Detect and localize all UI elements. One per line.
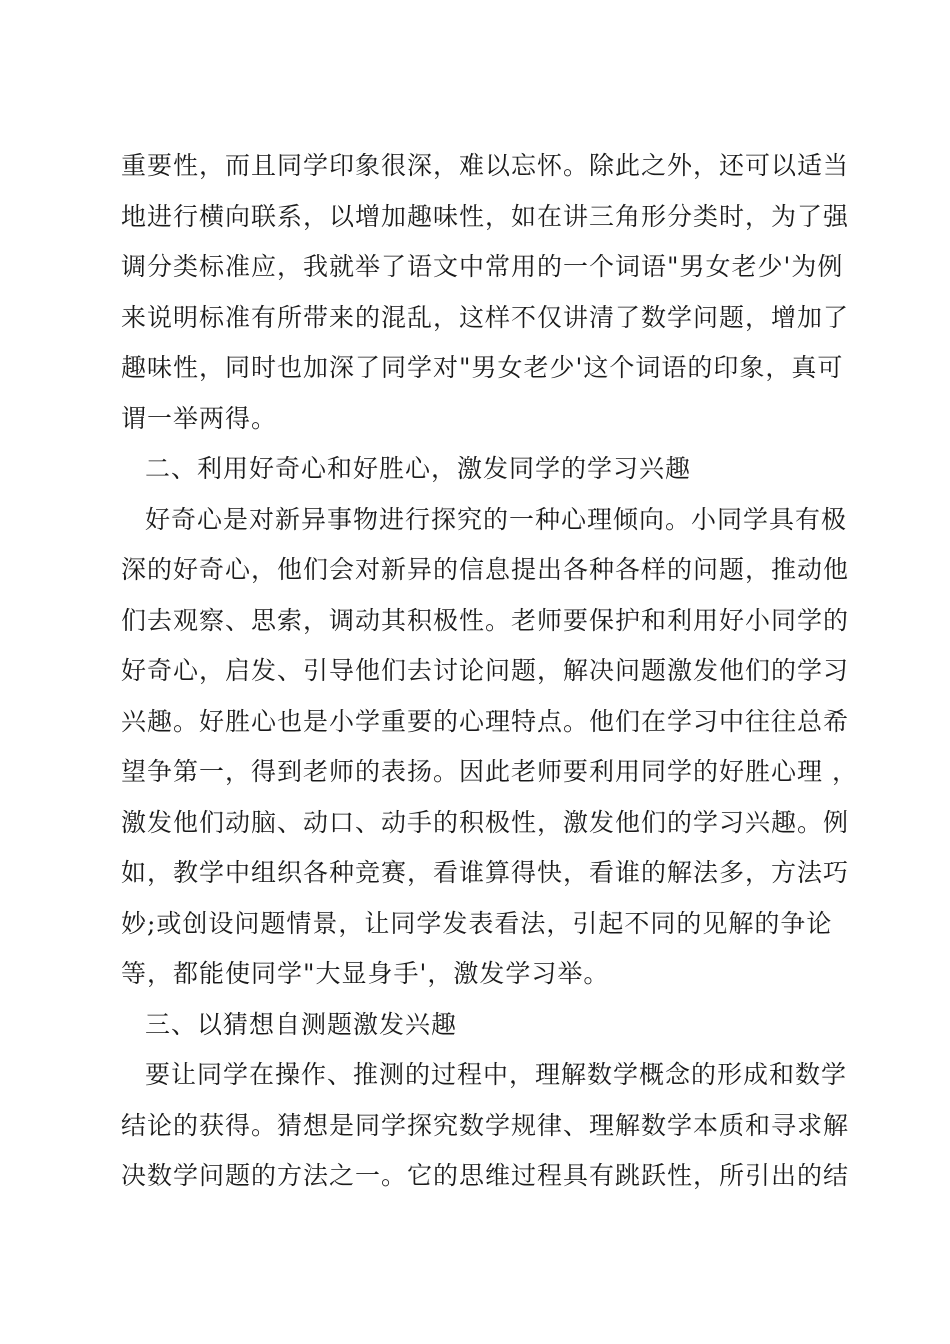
text-line-16: 妙;或创设问题情景，让同学发表看法，引起不同的见解的争论 — [121, 908, 833, 938]
section-heading-2: 二、利用好奇心和好胜心，激发同学的学习兴趣 — [145, 454, 692, 483]
text-line-6: 谓一举两得。 — [121, 403, 278, 433]
text-line-15: 如，教学中组织各种竞赛，看谁算得快，看谁的解法多，方法巧 — [121, 858, 850, 887]
text-line-12: 兴趣。好胜心也是小学重要的心理特点。他们在学习中往往总希 — [121, 706, 850, 736]
text-line-3: 调分类标准应，我就举了语文中常用的一个词语"男女老少'为例 — [121, 252, 844, 281]
document-body — [121, 141, 858, 1202]
text-line-13: 望争第一，得到老师的表扬。因此老师要利用同学的好胜心理 ， — [121, 757, 858, 786]
text-line-19: 要让同学在操作、推测的过程中，理解数学概念的形成和数学 — [145, 1060, 848, 1089]
text-line-14: 激发他们动脑、动口、动手的积极性，激发他们的学习兴趣。例 — [121, 807, 850, 837]
text-line-5: 趣味性，同时也加深了同学对"男女老少'这个词语的印象，真可 — [121, 353, 844, 382]
text-line-20: 结论的获得。猜想是同学探究数学规律、理解数学本质和寻求解 — [121, 1110, 850, 1140]
text-line-10: 们去观察、思索，调动其积极性。老师要保护和利用好小同学的 — [121, 605, 850, 635]
text-line-17: 等，都能使同学"大显身手'，激发学习举。 — [121, 959, 610, 988]
text-line-9: 深的好奇心，他们会对新异的信息提出各种各样的问题，推动他 — [121, 555, 850, 584]
text-line-1: 重要性，而且同学印象很深，难以忘怀。除此之外，还可以适当 — [121, 151, 850, 180]
text-line-2: 地进行横向联系，以增加趣味性，如在讲三角形分类时，为了强 — [121, 201, 850, 231]
text-line-4: 来说明标准有所带来的混乱，这样不仅讲清了数学问题，增加了 — [121, 302, 850, 332]
text-line-11: 好奇心，启发、引导他们去讨论问题，解决问题激发他们的学习 — [121, 656, 850, 685]
section-heading-3: 三、以猜想自测题激发兴趣 — [145, 1009, 458, 1039]
text-line-21: 决数学问题的方法之一。它的思维过程具有跳跃性，所引出的结 — [121, 1161, 850, 1190]
text-line-8: 好奇心是对新异事物进行探究的一种心理倾向。小同学具有极 — [145, 504, 848, 534]
